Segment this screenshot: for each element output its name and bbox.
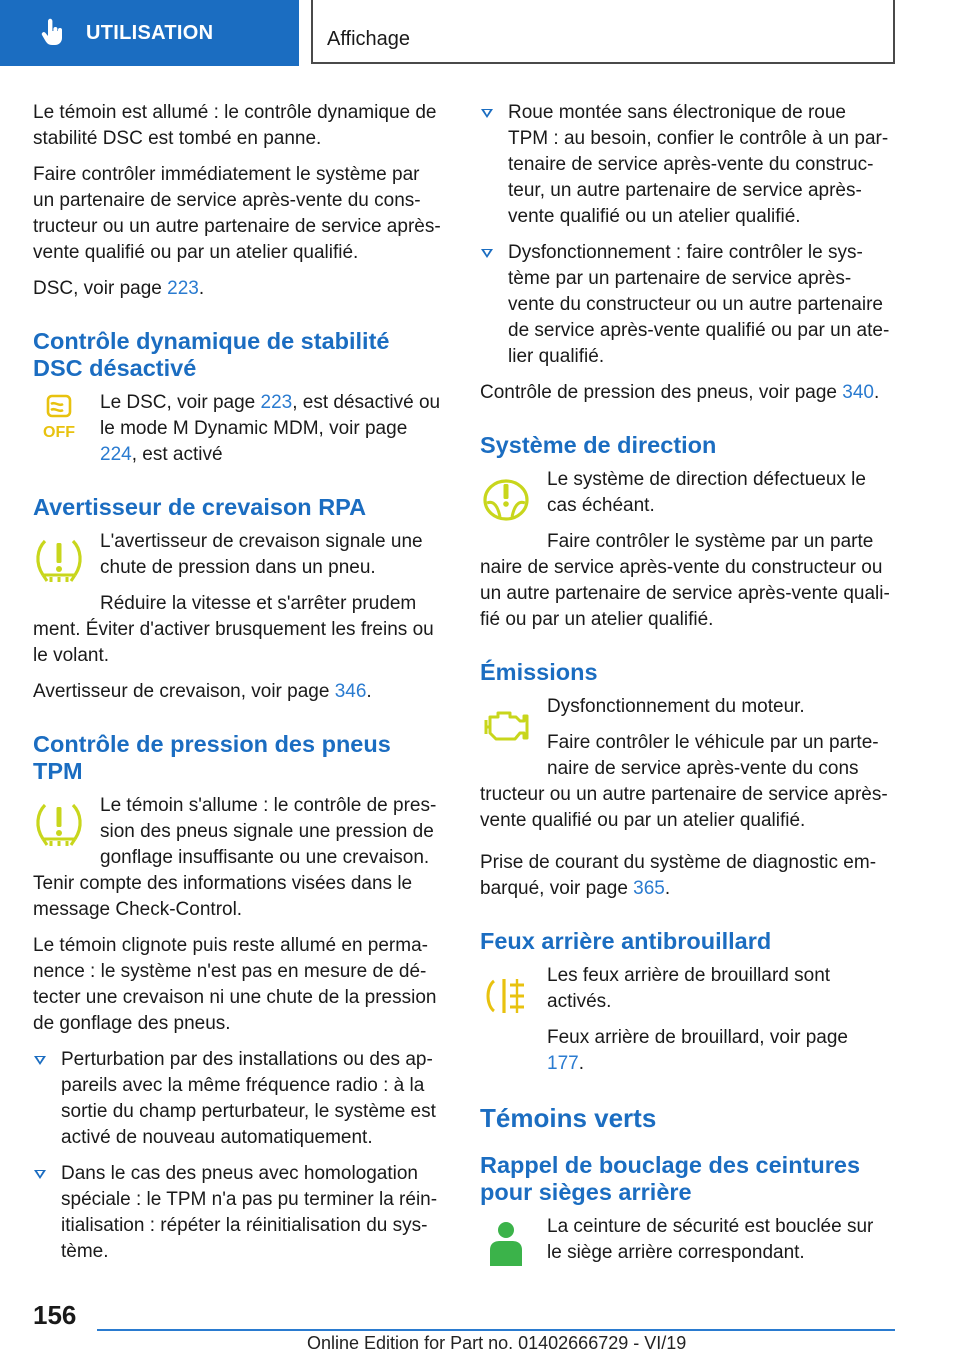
rpa-reference [33, 679, 443, 705]
rear-fog-light-icon [480, 969, 532, 1021]
ref-text: Feux arrière de brouillard, voir page [547, 1027, 848, 1048]
ref-text: Contrôle de pression des pneus, voir page [480, 382, 843, 403]
emissions-heading: Émissions [480, 659, 598, 685]
steering-wheel-warning-icon [480, 473, 532, 525]
rpa-t1: L'avertisseur de crevaison signale une chute de pression dans un pneu. [100, 531, 423, 578]
tpm-bullet-list-cont [480, 100, 890, 370]
steering-heading: Système de direction [480, 432, 717, 458]
page-link-340[interactable]: 340 [842, 382, 874, 403]
tpm-heading: Contrôle de pression des pneus TPM [33, 731, 391, 784]
seatbelt-text [480, 1214, 890, 1266]
steer-t2b: naire de service après-vente du constructeur ou un autre partenaire de service après-vente qualifié ou par un atelier qualifié. [480, 557, 890, 630]
emis-t2a: Faire contrôler le véhicule par un partenaire de service après-vente du cons [547, 732, 879, 779]
page-link-365[interactable]: 365 [633, 878, 665, 899]
page-link-224[interactable]: 224 [100, 444, 132, 465]
hand-pointer-icon [38, 18, 68, 48]
dsc-off-t1: Le DSC, voir page [100, 392, 261, 413]
chapter-tab-label: UTILISATION [86, 21, 214, 44]
dsc-off-icon [33, 392, 85, 444]
footer-divider [97, 1329, 895, 1331]
page-link-223[interactable]: 223 [167, 278, 199, 299]
page-number: 156 [33, 1300, 77, 1330]
ref-end: . [198, 278, 205, 299]
triangle-bullet-icon [34, 1056, 46, 1065]
rpa-text-2 [33, 591, 443, 669]
tpm-bullet-list [33, 1047, 443, 1265]
rpa-t2a: Réduire la vitesse et s'arrêter prudem [100, 593, 417, 614]
tire-pressure-icon [33, 799, 85, 851]
tpm-text-1 [33, 793, 443, 871]
footer-edition: Online Edition for Part no. 01402666729 - VI/19 [307, 1333, 687, 1353]
rpa-t2b: ment. Éviter d'activer brusquement les freins ou le volant. [33, 619, 434, 666]
bullet-text: Perturbation par des installations ou des appareils avec la même fréquence radio : à la sortie du champ perturbateur, le système est activé de nouveau automatiquement. [61, 1049, 436, 1148]
dsc-off-t2: , est désactivé ou le mode M Dynamic MDM, voir page [100, 392, 441, 439]
bullet-text: Dans le cas des pneus avec homologation spéciale : le TPM n'a pas pu terminer la réinitialisation : répéter la réinitialisation du système. [61, 1163, 438, 1262]
steer-t1: Le système de direction défectueux le cas échéant. [547, 469, 866, 516]
steering-text-2 [480, 529, 890, 633]
tpm-text-2: Le témoin clignote puis reste allumé en permanence : le système n'est pas en mesure de détecter une crevaison ni une chute de la pression de gonflage des pneus. [33, 935, 437, 1034]
rear-fog-heading: Feux arrière antibrouillard [480, 928, 772, 954]
dsc-failure-text: Le témoin est allumé : le contrôle dynamique de stabilité DSC est tombé en panne. [33, 102, 437, 149]
emis-t2b: tructeur ou un autre partenaire de service après-vente qualifié ou par un atelier qualifié. [480, 784, 888, 831]
page-link-177[interactable]: 177 [547, 1053, 579, 1074]
dsc-off-t3: , est activé [131, 444, 223, 465]
rpa-heading: Avertisseur de crevaison RPA [33, 494, 367, 520]
emissions-text-1 [480, 694, 890, 720]
list-item [480, 240, 890, 370]
bullet-text: Roue montée sans électronique de roue TPM : au besoin, confier le contrôle à un partenaire de service après-vente du constructeur, un autre partenaire de service après-vente qualifié ou un atelier qualifié. [508, 102, 889, 227]
list-item [480, 100, 890, 230]
list-item [33, 1047, 443, 1151]
ref-end: . [578, 1053, 584, 1074]
triangle-bullet-icon [481, 109, 493, 118]
rear-fog-text-1 [480, 963, 890, 1015]
tpm-reference [480, 380, 890, 406]
dsc-service-text: Faire contrôler immédiatement le système par un partenaire de service après-vente du constructeur ou un autre partenaire de service après-vente qualifié ou par un atelier qualifié. [33, 164, 441, 263]
page-link-346[interactable]: 346 [334, 681, 367, 702]
emissions-text-2 [480, 730, 890, 834]
right-column [480, 100, 890, 1276]
emissions-reference [480, 850, 890, 902]
emis-t1: Dysfonctionnement du moteur. [547, 696, 805, 717]
seatbelt-heading: Rappel de bouclage des ceintures pour sièges arrière [480, 1152, 861, 1205]
rpa-text-1 [33, 529, 443, 581]
belt-t1: La ceinture de sécurité est bouclée sur le siège arrière correspondant. [547, 1216, 874, 1263]
left-column [33, 100, 443, 1275]
section-title: Affichage [327, 28, 411, 50]
svg-text:OFF: OFF [43, 424, 75, 441]
dsc-off-heading: Contrôle dynamique de stabilité DSC désactivé [33, 328, 390, 381]
rear-fog-reference [480, 1025, 890, 1077]
bullet-text: Dysfonctionnement : faire contrôler le système par un partenaire de service après-vente du constructeur ou un autre partenaire de service après-vente qualifié ou par un atelier qualifié. [508, 242, 890, 367]
ref-text: DSC, voir page [33, 278, 168, 299]
triangle-bullet-icon [34, 1170, 46, 1179]
section-title-box [311, 0, 895, 64]
dsc-reference [33, 276, 443, 302]
fog-t1: Les feux arrière de brouillard sont activés. [547, 965, 831, 1012]
ref-end: . [664, 878, 671, 899]
page-link-223b[interactable]: 223 [260, 392, 293, 413]
triangle-bullet-icon [481, 249, 493, 258]
ref-end: . [873, 382, 880, 403]
page-header [0, 0, 960, 66]
ref-end: . [366, 681, 372, 702]
tpm-text-1b: Tenir compte des informations visées dans le message Check-Control. [33, 873, 413, 920]
list-item [33, 1161, 443, 1265]
ref-text: Avertisseur de crevaison, voir page [33, 681, 335, 702]
steering-text-1 [480, 467, 890, 519]
chapter-tab[interactable] [0, 0, 299, 66]
dsc-off-text [33, 390, 443, 468]
green-lights-heading: Témoins verts [480, 1103, 657, 1133]
seatbelt-person-icon [480, 1218, 532, 1270]
tire-warning-icon [33, 535, 85, 587]
tpm-t1a: Le témoin s'allume : le contrôle de pression des pneus signale une pression de gonflage insuffisante ou une crevaison. [100, 795, 437, 868]
ref-text: Prise de courant du système de diagnostic embarqué, voir page [480, 852, 877, 899]
steer-t2a: Faire contrôler le système par un parte [547, 531, 874, 552]
